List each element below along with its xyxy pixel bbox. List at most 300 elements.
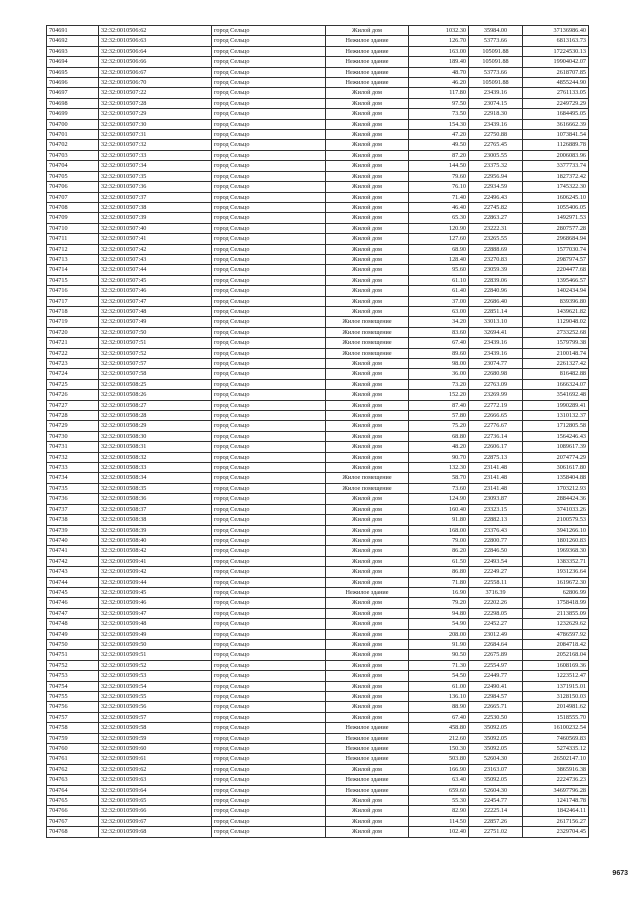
cadastral-value-cell: 2761133.05 (523, 88, 589, 98)
specific-value-cell: 35984.00 (469, 26, 523, 36)
row-number-cell: 704729 (47, 421, 99, 431)
area-cell: 48.70 (409, 67, 469, 77)
cadastral-value-cell: 839396.80 (523, 296, 589, 306)
cadastral-value-cell: 5274335.12 (523, 744, 589, 754)
specific-value-cell: 23074.77 (469, 359, 523, 369)
address-cell: город Сельцо (212, 254, 326, 264)
specific-value-cell: 22750.88 (469, 130, 523, 140)
cadastral-number-cell: 32:32:0010507:48 (99, 306, 212, 316)
specific-value-cell: 3716.39 (469, 587, 523, 597)
cadastral-number-cell: 32:32:0010509:61 (99, 754, 212, 764)
cadastral-value-cell: 1931236.64 (523, 567, 589, 577)
address-cell: город Сельцо (212, 754, 326, 764)
table-row (47, 546, 589, 556)
table-row (47, 192, 589, 202)
cadastral-number-cell: 32:32:0010509:64 (99, 785, 212, 795)
area-cell: 163.00 (409, 46, 469, 56)
row-number-cell: 704731 (47, 442, 99, 452)
object-type-cell: Жилой дом (326, 286, 409, 296)
cadastral-number-cell: 32:32:0010507:36 (99, 182, 212, 192)
cadastral-value-cell: 2074774.29 (523, 452, 589, 462)
table-row (47, 369, 589, 379)
cadastral-value-cell: 1745322.30 (523, 182, 589, 192)
address-cell: город Сельцо (212, 213, 326, 223)
cadastral-number-cell: 32:32:0010507:57 (99, 359, 212, 369)
area-cell: 160.40 (409, 504, 469, 514)
specific-value-cell: 23375.32 (469, 161, 523, 171)
address-cell: город Сельцо (212, 473, 326, 483)
row-number-cell: 704716 (47, 286, 99, 296)
table-row (47, 681, 589, 691)
object-type-cell: Жилой дом (326, 265, 409, 275)
cadastral-number-cell: 32:32:0010509:42 (99, 567, 212, 577)
area-cell: 34.20 (409, 317, 469, 327)
specific-value-cell: 22888.69 (469, 244, 523, 254)
row-number-cell: 704762 (47, 764, 99, 774)
object-type-cell: Жилой дом (326, 567, 409, 577)
cadastral-number-cell: 32:32:0010507:47 (99, 296, 212, 306)
table-row (47, 78, 589, 88)
area-cell: 166.90 (409, 764, 469, 774)
address-cell: город Сельцо (212, 130, 326, 140)
object-type-cell: Жилой дом (326, 463, 409, 473)
object-type-cell: Жилое помещение (326, 473, 409, 483)
area-cell: 659.60 (409, 785, 469, 795)
cadastral-value-cell: 1619672.30 (523, 577, 589, 587)
cadastral-value-cell: 2084718.42 (523, 639, 589, 649)
table-row (47, 806, 589, 816)
object-type-cell: Жилой дом (326, 202, 409, 212)
cadastral-number-cell: 32:32:0010507:29 (99, 109, 212, 119)
address-cell: город Сельцо (212, 785, 326, 795)
row-number-cell: 704714 (47, 265, 99, 275)
row-number-cell: 704746 (47, 598, 99, 608)
object-type-cell: Жилой дом (326, 639, 409, 649)
specific-value-cell: 22751.02 (469, 827, 523, 837)
specific-value-cell: 23439.16 (469, 338, 523, 348)
object-type-cell: Нежилое здание (326, 775, 409, 785)
specific-value-cell: 22686.40 (469, 296, 523, 306)
area-cell: 1032.30 (409, 26, 469, 36)
address-cell: город Сельцо (212, 598, 326, 608)
address-cell: город Сельцо (212, 317, 326, 327)
cadastral-number-cell: 32:32:0010507:39 (99, 213, 212, 223)
cadastral-value-cell: 2987974.57 (523, 254, 589, 264)
area-cell: 154.30 (409, 119, 469, 129)
cadastral-number-cell: 32:32:0010509:44 (99, 577, 212, 587)
cadastral-number-cell: 32:32:0010508:28 (99, 411, 212, 421)
object-type-cell: Жилой дом (326, 827, 409, 837)
address-cell: город Сельцо (212, 504, 326, 514)
table-row (47, 494, 589, 504)
area-cell: 65.30 (409, 213, 469, 223)
row-number-cell: 704768 (47, 827, 99, 837)
area-cell: 47.20 (409, 130, 469, 140)
specific-value-cell: 22840.96 (469, 286, 523, 296)
area-cell: 61.10 (409, 275, 469, 285)
row-number-cell: 704709 (47, 213, 99, 223)
area-cell: 16.90 (409, 587, 469, 597)
row-number-cell: 704744 (47, 577, 99, 587)
specific-value-cell: 22839.06 (469, 275, 523, 285)
row-number-cell: 704736 (47, 494, 99, 504)
table-row (47, 306, 589, 316)
cadastral-number-cell: 32:32:0010509:54 (99, 681, 212, 691)
row-number-cell: 704756 (47, 702, 99, 712)
cadastral-number-cell: 32:32:0010509:58 (99, 723, 212, 733)
cadastral-number-cell: 32:32:0010507:34 (99, 161, 212, 171)
address-cell: город Сельцо (212, 650, 326, 660)
cadastral-value-cell: 2968684.94 (523, 234, 589, 244)
area-cell: 63.00 (409, 306, 469, 316)
row-number-cell: 704758 (47, 723, 99, 733)
address-cell: город Сельцо (212, 411, 326, 421)
object-type-cell: Жилой дом (326, 411, 409, 421)
area-cell: 128.40 (409, 254, 469, 264)
object-type-cell: Жилой дом (326, 712, 409, 722)
cadastral-value-cell: 1969368.30 (523, 546, 589, 556)
cadastral-number-cell: 32:32:0010509:65 (99, 796, 212, 806)
table-row (47, 619, 589, 629)
specific-value-cell: 23439.16 (469, 119, 523, 129)
area-cell: 120.90 (409, 223, 469, 233)
row-number-cell: 704734 (47, 473, 99, 483)
object-type-cell: Жилой дом (326, 608, 409, 618)
row-number-cell: 704720 (47, 327, 99, 337)
row-number-cell: 704725 (47, 379, 99, 389)
table-row (47, 671, 589, 681)
area-cell: 79.60 (409, 171, 469, 181)
object-type-cell: Жилой дом (326, 671, 409, 681)
row-number-cell: 704703 (47, 150, 99, 160)
row-number-cell: 704765 (47, 796, 99, 806)
cadastral-value-cell: 4786597.92 (523, 629, 589, 639)
object-type-cell: Жилой дом (326, 452, 409, 462)
cadastral-value-cell: 2100579.53 (523, 515, 589, 525)
row-number-cell: 704763 (47, 775, 99, 785)
address-cell: город Сельцо (212, 494, 326, 504)
address-cell: город Сельцо (212, 78, 326, 88)
cadastral-number-cell: 32:32:0010509:55 (99, 692, 212, 702)
address-cell: город Сельцо (212, 379, 326, 389)
row-number-cell: 704743 (47, 567, 99, 577)
cadastral-value-cell: 1608169.36 (523, 660, 589, 670)
address-cell: город Сельцо (212, 546, 326, 556)
object-type-cell: Жилой дом (326, 119, 409, 129)
table-row (47, 712, 589, 722)
address-cell: город Сельцо (212, 816, 326, 826)
object-type-cell: Жилой дом (326, 806, 409, 816)
cadastral-number-cell: 32:32:0010507:38 (99, 202, 212, 212)
object-type-cell: Нежилое здание (326, 46, 409, 56)
cadastral-value-cell: 2014981.62 (523, 702, 589, 712)
object-type-cell: Жилое помещение (326, 338, 409, 348)
area-cell: 79.20 (409, 598, 469, 608)
table-row (47, 421, 589, 431)
specific-value-cell: 22558.11 (469, 577, 523, 587)
object-type-cell: Жилое помещение (326, 348, 409, 358)
area-cell: 89.60 (409, 348, 469, 358)
row-number-cell: 704730 (47, 431, 99, 441)
area-cell: 68.90 (409, 244, 469, 254)
cadastral-number-cell: 32:32:0010507:49 (99, 317, 212, 327)
address-cell: город Сельцо (212, 629, 326, 639)
address-cell: город Сельцо (212, 587, 326, 597)
object-type-cell: Жилой дом (326, 244, 409, 254)
area-cell: 102.40 (409, 827, 469, 837)
specific-value-cell: 22449.77 (469, 671, 523, 681)
table-row (47, 650, 589, 660)
cadastral-number-cell: 32:32:0010506:66 (99, 57, 212, 67)
area-cell: 71.80 (409, 577, 469, 587)
object-type-cell: Жилой дом (326, 515, 409, 525)
address-cell: город Сельцо (212, 306, 326, 316)
specific-value-cell: 22882.13 (469, 515, 523, 525)
table-row (47, 109, 589, 119)
object-type-cell: Жилой дом (326, 660, 409, 670)
row-number-cell: 704722 (47, 348, 99, 358)
object-type-cell: Жилой дом (326, 150, 409, 160)
table-row (47, 140, 589, 150)
cadastral-number-cell: 32:32:0010508:26 (99, 390, 212, 400)
table-row (47, 36, 589, 46)
cadastral-value-cell: 1129048.02 (523, 317, 589, 327)
object-type-cell: Жилой дом (326, 764, 409, 774)
object-type-cell: Жилой дом (326, 546, 409, 556)
cadastral-number-cell: 32:32:0010509:48 (99, 619, 212, 629)
area-cell: 71.40 (409, 192, 469, 202)
cadastral-value-cell: 1402434.94 (523, 286, 589, 296)
object-type-cell: Нежилое здание (326, 733, 409, 743)
area-cell: 90.50 (409, 650, 469, 660)
area-cell: 144.50 (409, 161, 469, 171)
cadastral-value-cell: 1395466.57 (523, 275, 589, 285)
cadastral-value-cell: 37136986.40 (523, 26, 589, 36)
table-row (47, 733, 589, 743)
area-cell: 91.90 (409, 639, 469, 649)
address-cell: город Сельцо (212, 733, 326, 743)
row-number-cell: 704745 (47, 587, 99, 597)
area-cell: 127.60 (409, 234, 469, 244)
cadastral-number-cell: 32:32:0010507:50 (99, 327, 212, 337)
specific-value-cell: 35092.05 (469, 775, 523, 785)
address-cell: город Сельцо (212, 681, 326, 691)
table-row (47, 254, 589, 264)
area-cell: 68.80 (409, 431, 469, 441)
cadastral-number-cell: 32:32:0010509:60 (99, 744, 212, 754)
table-row (47, 338, 589, 348)
table-row (47, 463, 589, 473)
row-number-cell: 704706 (47, 182, 99, 192)
cadastral-value-cell: 3128150.03 (523, 692, 589, 702)
cadastral-number-cell: 32:32:0010508:34 (99, 473, 212, 483)
table-row (47, 431, 589, 441)
table-row (47, 150, 589, 160)
area-cell: 88.90 (409, 702, 469, 712)
cadastral-value-cell: 2052168.04 (523, 650, 589, 660)
row-number-cell: 704739 (47, 525, 99, 535)
specific-value-cell: 53773.66 (469, 67, 523, 77)
area-cell: 61.00 (409, 681, 469, 691)
cadastral-value-cell: 1990289.41 (523, 400, 589, 410)
address-cell: город Сельцо (212, 608, 326, 618)
object-type-cell: Жилой дом (326, 577, 409, 587)
specific-value-cell: 22530.50 (469, 712, 523, 722)
object-type-cell: Нежилое здание (326, 754, 409, 764)
cadastral-number-cell: 32:32:0010508:36 (99, 494, 212, 504)
table-row (47, 182, 589, 192)
table-row (47, 234, 589, 244)
specific-value-cell: 22857.26 (469, 816, 523, 826)
cadastral-value-cell: 2807577.28 (523, 223, 589, 233)
row-number-cell: 704724 (47, 369, 99, 379)
cadastral-value-cell: 2100148.74 (523, 348, 589, 358)
address-cell: город Сельцо (212, 723, 326, 733)
specific-value-cell: 22684.64 (469, 639, 523, 649)
cadastral-number-cell: 32:32:0010507:32 (99, 140, 212, 150)
row-number-cell: 704694 (47, 57, 99, 67)
table-row (47, 265, 589, 275)
cadastral-number-cell: 32:32:0010507:58 (99, 369, 212, 379)
specific-value-cell: 22490.41 (469, 681, 523, 691)
cadastral-number-cell: 32:32:0010509:57 (99, 712, 212, 722)
row-number-cell: 704697 (47, 88, 99, 98)
cadastral-value-cell: 2006083.96 (523, 150, 589, 160)
object-type-cell: Нежилое здание (326, 57, 409, 67)
cadastral-number-cell: 32:32:0010509:52 (99, 660, 212, 670)
table-row (47, 515, 589, 525)
address-cell: город Сельцо (212, 67, 326, 77)
address-cell: город Сельцо (212, 140, 326, 150)
address-cell: город Сельцо (212, 338, 326, 348)
cadastral-number-cell: 32:32:0010506:62 (99, 26, 212, 36)
page-number: 9673 (612, 870, 628, 877)
table-row (47, 483, 589, 493)
specific-value-cell: 22665.71 (469, 702, 523, 712)
row-number-cell: 704699 (47, 109, 99, 119)
object-type-cell: Нежилое здание (326, 785, 409, 795)
address-cell: город Сельцо (212, 400, 326, 410)
specific-value-cell: 22452.27 (469, 619, 523, 629)
specific-value-cell: 23269.99 (469, 390, 523, 400)
address-cell: город Сельцо (212, 109, 326, 119)
cadastral-number-cell: 32:32:0010508:39 (99, 525, 212, 535)
row-number-cell: 704727 (47, 400, 99, 410)
row-number-cell: 704696 (47, 78, 99, 88)
cadastral-value-cell: 3741033.26 (523, 504, 589, 514)
address-cell: город Сельцо (212, 265, 326, 275)
area-cell: 49.50 (409, 140, 469, 150)
table-row (47, 67, 589, 77)
object-type-cell: Жилой дом (326, 535, 409, 545)
cadastral-value-cell: 1358404.88 (523, 473, 589, 483)
object-type-cell: Жилое помещение (326, 483, 409, 493)
cadastral-value-cell: 2261327.42 (523, 359, 589, 369)
area-cell: 98.00 (409, 359, 469, 369)
table-row (47, 296, 589, 306)
address-cell: город Сельцо (212, 483, 326, 493)
cadastral-number-cell: 32:32:0010508:32 (99, 452, 212, 462)
specific-value-cell: 23005.55 (469, 150, 523, 160)
area-cell: 95.60 (409, 265, 469, 275)
address-cell: город Сельцо (212, 98, 326, 108)
table-row (47, 796, 589, 806)
table-row (47, 452, 589, 462)
area-cell: 73.60 (409, 483, 469, 493)
address-cell: город Сельцо (212, 525, 326, 535)
cadastral-number-cell: 32:32:0010508:30 (99, 431, 212, 441)
row-number-cell: 704715 (47, 275, 99, 285)
specific-value-cell: 33013.10 (469, 317, 523, 327)
cadastral-value-cell: 34697796.28 (523, 785, 589, 795)
specific-value-cell: 53773.66 (469, 36, 523, 46)
object-type-cell: Жилой дом (326, 88, 409, 98)
row-number-cell: 704733 (47, 463, 99, 473)
object-type-cell: Жилой дом (326, 816, 409, 826)
object-type-cell: Жилой дом (326, 26, 409, 36)
cadastral-number-cell: 32:32:0010507:42 (99, 244, 212, 254)
area-cell: 36.00 (409, 369, 469, 379)
table-row (47, 213, 589, 223)
cadastral-number-cell: 32:32:0010509:47 (99, 608, 212, 618)
cadastral-value-cell: 1801260.83 (523, 535, 589, 545)
cadastral-value-cell: 26502147.10 (523, 754, 589, 764)
table-row (47, 473, 589, 483)
cadastral-value-cell: 17224530.13 (523, 46, 589, 56)
specific-value-cell: 23222.31 (469, 223, 523, 233)
address-cell: город Сельцо (212, 88, 326, 98)
row-number-cell: 704721 (47, 338, 99, 348)
table-row (47, 359, 589, 369)
specific-value-cell: 22934.59 (469, 182, 523, 192)
row-number-cell: 704702 (47, 140, 99, 150)
address-cell: город Сельцо (212, 150, 326, 160)
cadastral-value-cell: 1241748.78 (523, 796, 589, 806)
specific-value-cell: 52604.30 (469, 754, 523, 764)
cadastral-number-cell: 32:32:0010509:67 (99, 816, 212, 826)
cadastral-number-cell: 32:32:0010509:63 (99, 775, 212, 785)
address-cell: город Сельцо (212, 764, 326, 774)
area-cell: 152.20 (409, 390, 469, 400)
table-row (47, 816, 589, 826)
area-cell: 63.40 (409, 775, 469, 785)
address-cell: город Сельцо (212, 223, 326, 233)
row-number-cell: 704718 (47, 306, 99, 316)
table-row (47, 702, 589, 712)
table-row (47, 57, 589, 67)
object-type-cell: Жилой дом (326, 254, 409, 264)
cadastral-value-cell: 2884424.36 (523, 494, 589, 504)
cadastral-number-cell: 32:32:0010507:44 (99, 265, 212, 275)
specific-value-cell: 22863.27 (469, 213, 523, 223)
specific-value-cell: 22493.54 (469, 556, 523, 566)
object-type-cell: Жилой дом (326, 359, 409, 369)
cadastral-value-cell: 1492971.53 (523, 213, 589, 223)
object-type-cell: Жилой дом (326, 369, 409, 379)
object-type-cell: Нежилое здание (326, 723, 409, 733)
cadastral-value-cell: 1666324.07 (523, 379, 589, 389)
area-cell: 114.50 (409, 816, 469, 826)
cadastral-value-cell: 1383352.71 (523, 556, 589, 566)
table-row (47, 577, 589, 587)
cadastral-number-cell: 32:32:0010509:62 (99, 764, 212, 774)
row-number-cell: 704735 (47, 483, 99, 493)
table-row (47, 348, 589, 358)
area-cell: 97.50 (409, 98, 469, 108)
area-cell: 79.00 (409, 535, 469, 545)
row-number-cell: 704700 (47, 119, 99, 129)
address-cell: город Сельцо (212, 692, 326, 702)
